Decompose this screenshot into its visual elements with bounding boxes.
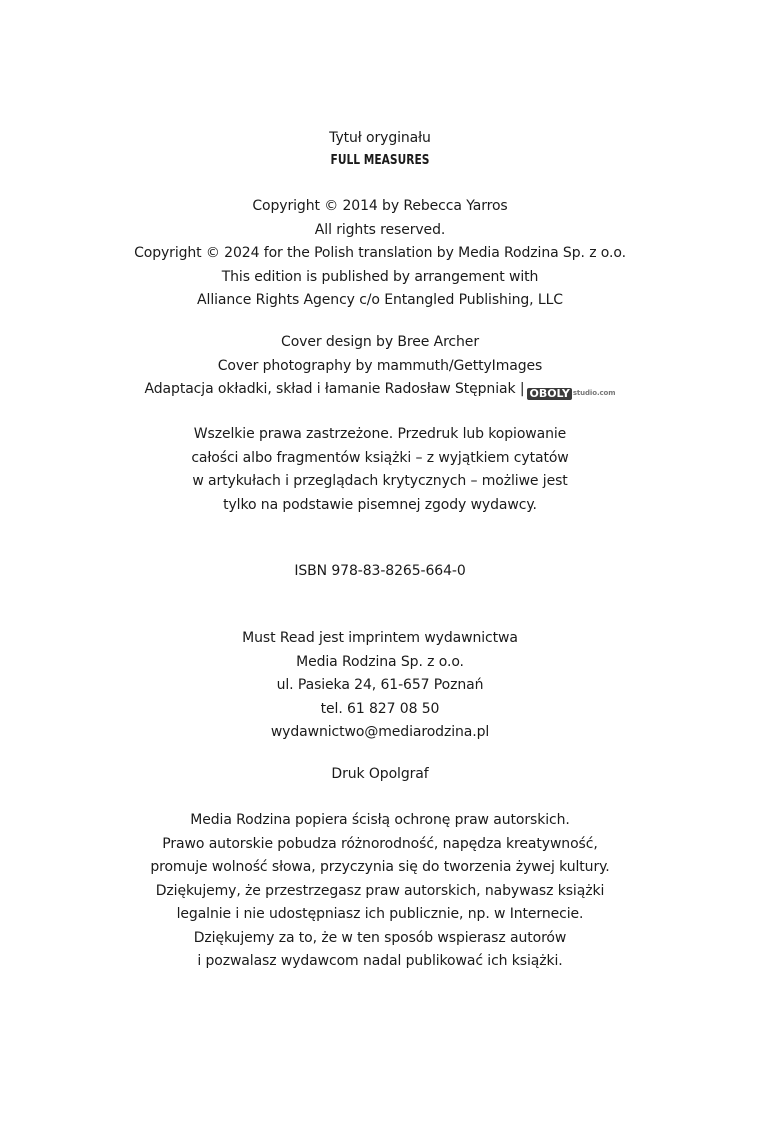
studio-logo-suffix: studio.com: [572, 389, 616, 397]
support-line: Prawo autorskie pobudza różnorodność, napędza kreatywność,: [162, 835, 598, 852]
rights-notice-line: w artykułach i przeglądach krytycznych – możliwe jest: [192, 473, 568, 489]
studio-logo-mark: OBOLY: [529, 387, 570, 400]
adaptation-credit-text: Adaptacja okładki, skład i łamanie Radosław Stępniak: [144, 381, 516, 397]
printer-block: [0, 763, 760, 787]
credits-block: [0, 331, 760, 402]
support-line: Media Rodzina popiera ścisłą ochronę praw autorskich.: [190, 812, 570, 828]
original-title: FULL MEASURES: [330, 152, 430, 168]
publisher-address: ul. Pasieka 24, 61-657 Poznań: [276, 677, 484, 693]
support-line: i pozwalasz wydawcom nadal publikować ich książki.: [197, 953, 563, 969]
studio-logo: [527, 382, 616, 400]
original-title-block: [0, 127, 760, 170]
isbn-block: [0, 560, 760, 584]
publisher-email: wydawnictwo@mediarodzina.pl: [270, 724, 490, 740]
publisher-block: [0, 627, 760, 745]
publisher-line: Media Rodzina Sp. z o.o.: [296, 653, 464, 670]
copyright-line: Copyright © 2024 for the Polish translation by Media Rodzina Sp. z o.o.: [134, 245, 626, 261]
copyright-support-block: [0, 809, 760, 974]
support-line: Dziękujemy za to, że w ten sposób wspierasz autorów: [193, 929, 567, 946]
rights-notice-line: tylko na podstawie pisemnej zgody wydawcy.: [223, 496, 537, 513]
rights-notice-line: Wszelkie prawa zastrzeżone. Przedruk lub kopiowanie: [193, 426, 567, 442]
adaptation-credit: [0, 378, 760, 402]
copyright-line: All rights reserved.: [314, 221, 446, 238]
rights-notice-line: całości albo fragmentów książki – z wyjątkiem cytatów: [191, 449, 569, 466]
printer: Druk Opolgraf: [331, 766, 429, 782]
isbn: ISBN 978-83-8265-664-0: [294, 563, 466, 579]
publisher-phone: tel. 61 827 08 50: [320, 700, 440, 717]
support-line: legalnie i nie udostępniasz ich publicznie, np. w Internecie.: [176, 906, 584, 922]
support-line: promuje wolność słowa, przyczynia się do tworzenia żywej kultury.: [150, 859, 610, 875]
cover-design-credit: Cover design by Bree Archer: [281, 334, 479, 350]
cover-photography-credit: Cover photography by mammuth/GettyImages: [217, 357, 543, 374]
copyright-block: [0, 195, 760, 313]
support-line: Dziękujemy, że przestrzegasz praw autorskich, nabywasz książki: [155, 882, 605, 899]
copyright-line: Alliance Rights Agency c/o Entangled Publishing, LLC: [197, 292, 563, 308]
rights-notice-block: [0, 423, 760, 517]
original-title-label: Tytuł oryginału: [329, 130, 431, 146]
credit-separator: |: [519, 381, 525, 397]
copyright-line: This edition is published by arrangement with: [221, 268, 539, 285]
copyright-line: Copyright © 2014 by Rebecca Yarros: [252, 198, 508, 214]
publisher-line: Must Read jest imprintem wydawnictwa: [242, 630, 518, 646]
